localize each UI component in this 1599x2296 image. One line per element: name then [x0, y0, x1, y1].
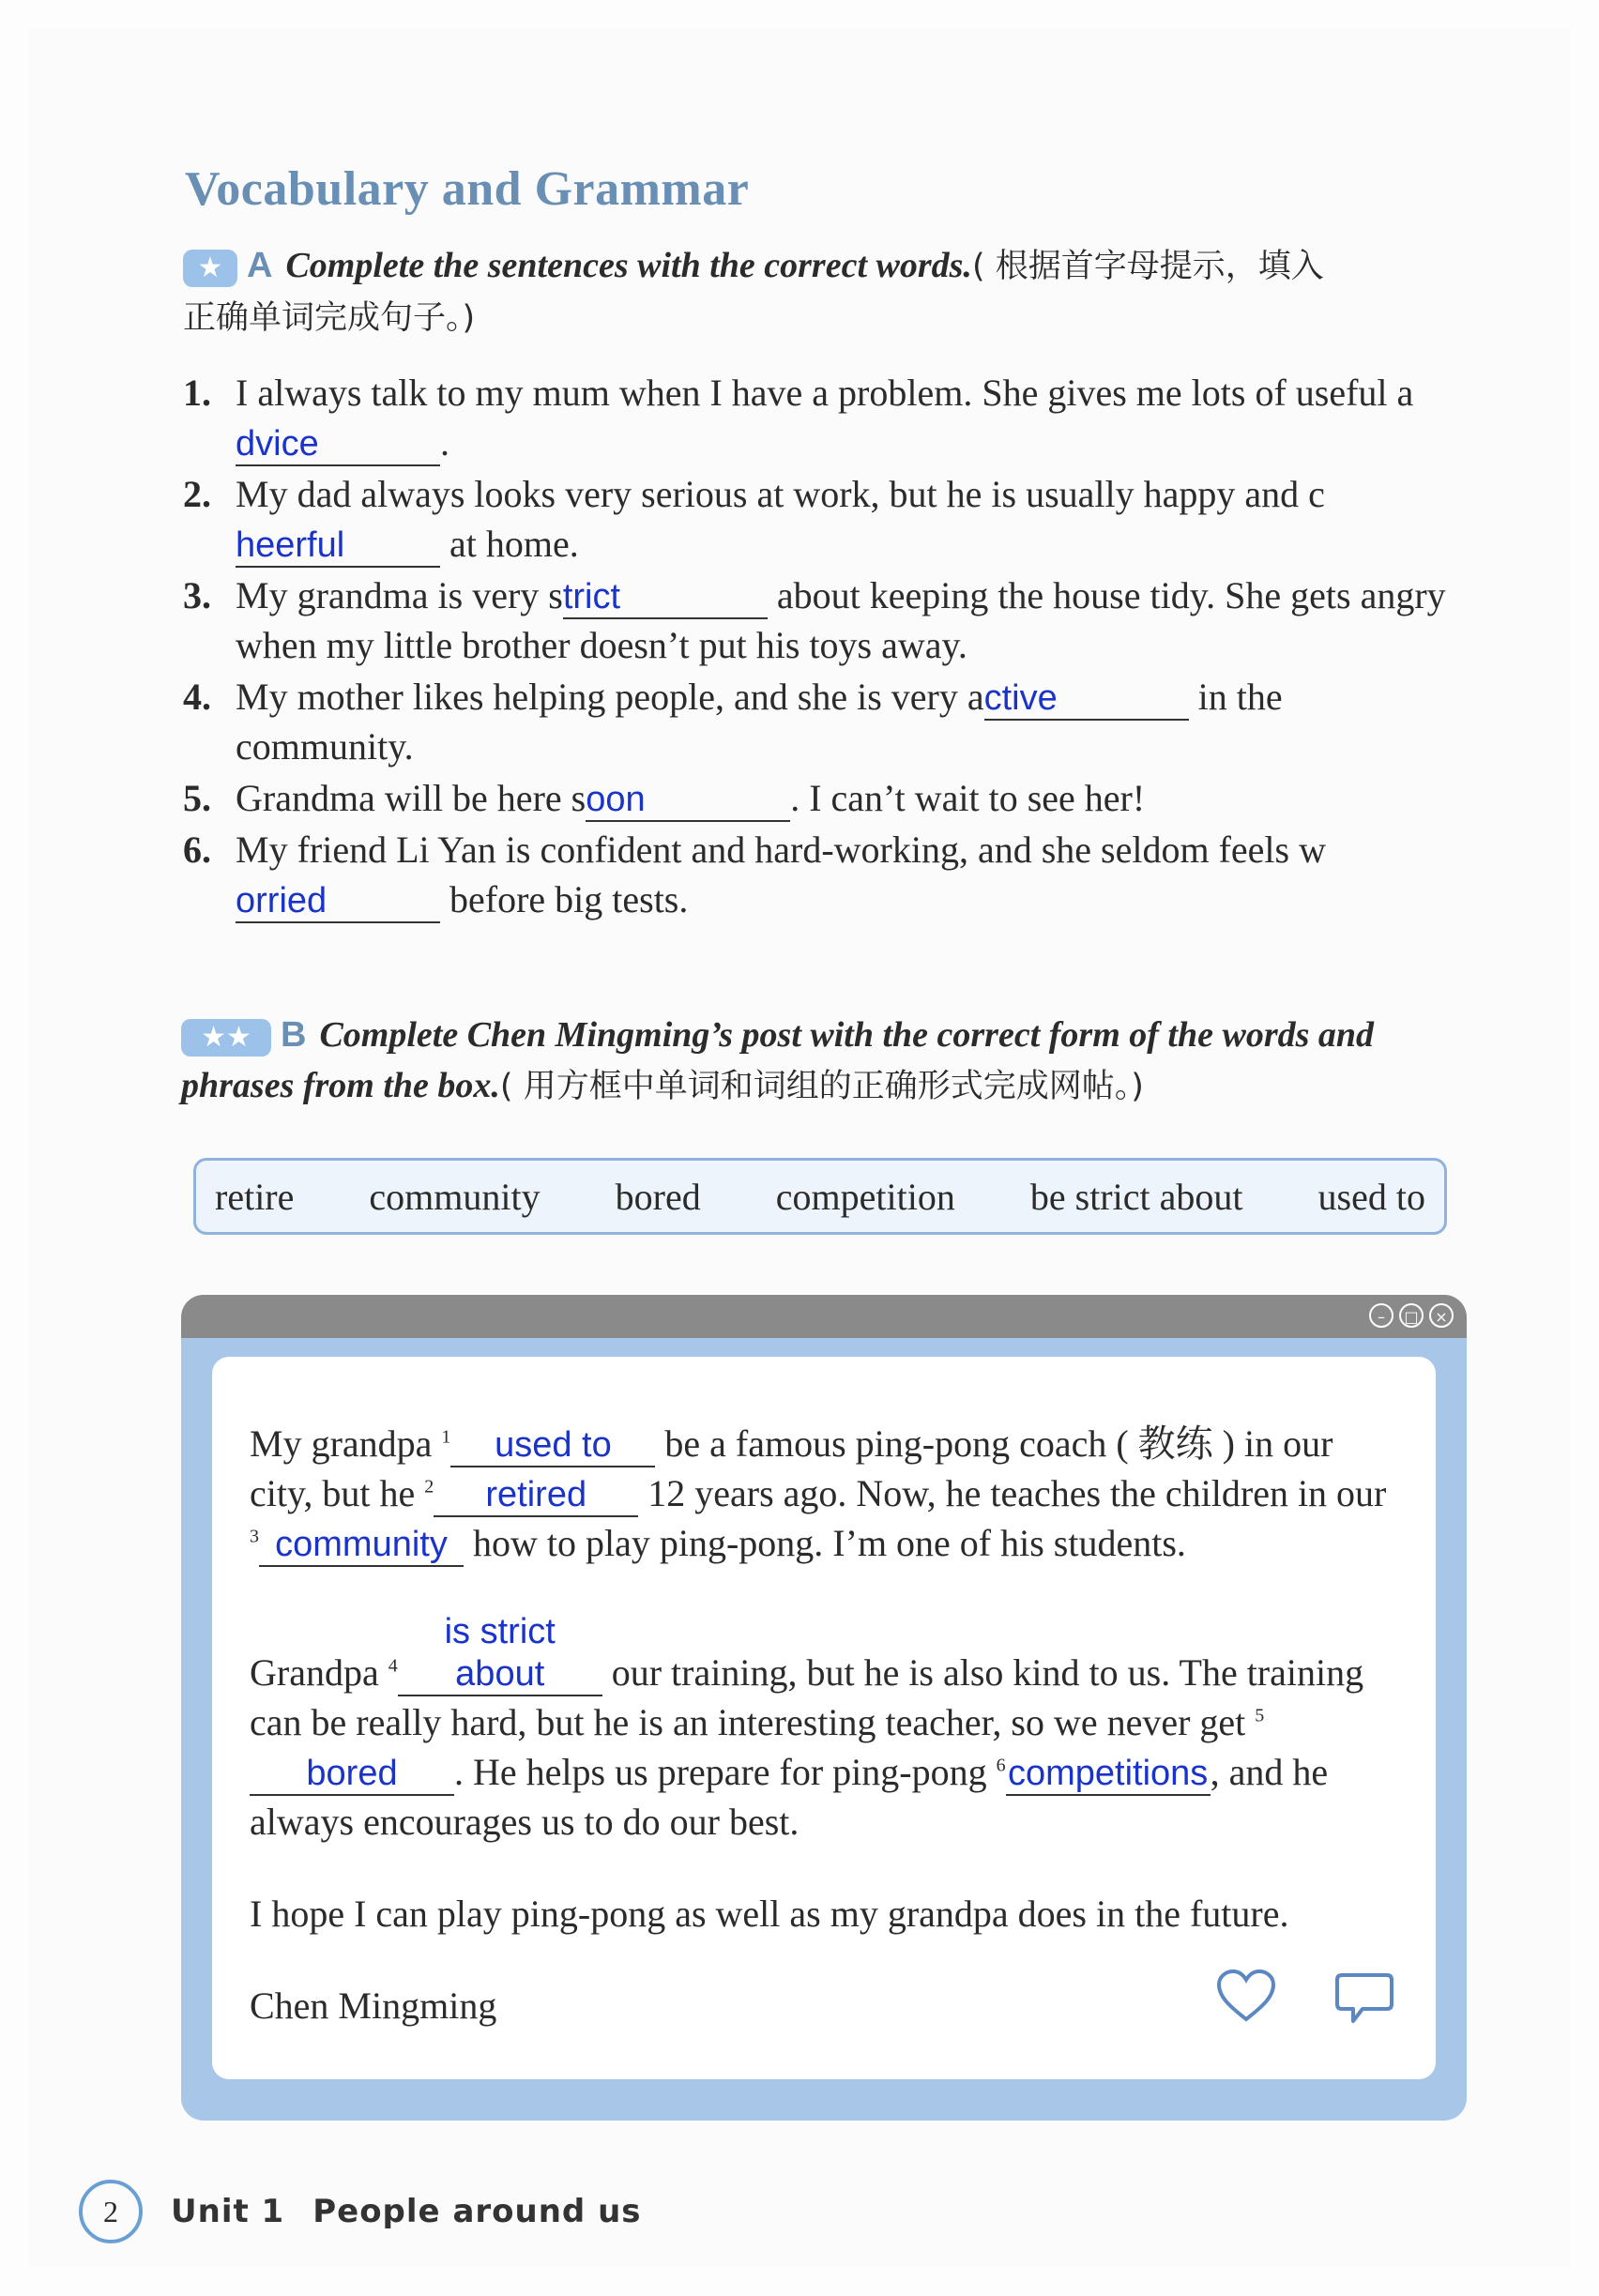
- item-text: before big tests.: [440, 878, 689, 920]
- post-text: , and he always encourages us to do our best.: [250, 1751, 1329, 1843]
- post-text: . He helps us prepare for ping-pong: [454, 1751, 987, 1793]
- item-number: 5.: [183, 777, 211, 819]
- two-star-icon: ★★: [181, 1019, 271, 1057]
- item-text: . I can’t wait to see her!: [790, 777, 1146, 819]
- item-text: Grandma will be here s: [236, 777, 586, 819]
- item-text: about keeping the house tidy. She gets angry when my little brother doesn’t put his toys away.: [236, 574, 1446, 666]
- unit-title: People around us: [312, 2193, 642, 2230]
- item-number: 6.: [183, 829, 211, 871]
- section-b-letter: B: [281, 1015, 307, 1055]
- unit-number: Unit 1: [171, 2193, 285, 2230]
- post-signature: Chen Mingming: [250, 1984, 497, 2027]
- blank-number: 5: [1255, 1705, 1265, 1726]
- exercise-item: [183, 570, 1459, 670]
- post-blank[interactable]: [1006, 1752, 1211, 1796]
- post-text: our training, but he is also kind to us. The training can be really hard, but he is an interesting teacher, so we never get: [250, 1651, 1364, 1743]
- unit-label: [171, 2193, 642, 2230]
- answer-text: trict: [562, 577, 621, 616]
- window-titlebar: [181, 1295, 1467, 1338]
- post-blank[interactable]: [450, 1423, 655, 1467]
- box-word: be strict about: [1029, 1175, 1243, 1218]
- post-blank[interactable]: [398, 1610, 602, 1696]
- answer-blank[interactable]: [563, 575, 768, 619]
- section-a-instruction: [183, 240, 1478, 343]
- post-text: 12 years ago. Now, he teaches the children in our: [638, 1472, 1387, 1514]
- window-controls: [1369, 1303, 1454, 1328]
- answer-text: dvice: [236, 424, 319, 464]
- blank-number: 4: [388, 1655, 398, 1677]
- exercise-item: [183, 368, 1459, 467]
- exercise-item: [183, 773, 1459, 823]
- exercise-item: [183, 672, 1459, 771]
- item-text: My friend Li Yan is confident and hard-working, and she seldom feels w: [236, 829, 1326, 871]
- close-icon[interactable]: ×: [1429, 1303, 1454, 1328]
- minimize-icon[interactable]: –: [1369, 1303, 1393, 1328]
- blank-number: 3: [250, 1526, 259, 1547]
- box-word: competition: [775, 1175, 955, 1218]
- post-blank[interactable]: [250, 1752, 454, 1796]
- post-paragraph: [250, 1610, 1404, 1847]
- box-word: bored: [615, 1175, 701, 1218]
- item-number: 4.: [183, 676, 211, 718]
- section-b-instruction-zh: ( 用方框中单词和词组的正确形式完成网帖。): [499, 1068, 1144, 1105]
- item-text: My dad always looks very serious at work, but he is usually happy and c: [236, 473, 1325, 515]
- exercise-item: [183, 825, 1459, 924]
- maximize-icon[interactable]: □: [1399, 1303, 1424, 1328]
- heart-icon[interactable]: [1216, 1969, 1276, 2023]
- one-star-icon: ★: [183, 250, 237, 287]
- post-window: [181, 1295, 1467, 2121]
- item-text: at home.: [440, 523, 579, 565]
- answer-blank[interactable]: [236, 422, 440, 466]
- item-text: I always talk to my mum when I have a problem. She gives me lots of useful a: [236, 372, 1414, 414]
- item-number: 1.: [183, 372, 211, 414]
- answer-text: oon: [586, 780, 646, 819]
- answer-text: community: [275, 1525, 448, 1564]
- item-text: My mother likes helping people, and she is very a: [236, 676, 984, 718]
- post-text: be a famous ping-pong coach ( 教练 ) in our city, but he: [250, 1422, 1333, 1514]
- answer-blank[interactable]: [984, 677, 1189, 721]
- answer-text: is strict about: [444, 1612, 556, 1694]
- section-heading: Vocabulary and Grammar: [185, 162, 750, 216]
- word-box: [193, 1158, 1447, 1235]
- box-word: community: [369, 1175, 541, 1218]
- item-text: .: [440, 421, 449, 464]
- section-b-instruction: [181, 1010, 1485, 1112]
- post-text: how to play ping-pong. I’m one of his students.: [464, 1522, 1186, 1564]
- blank-number: 1: [441, 1426, 451, 1448]
- exercise-item: [183, 469, 1459, 569]
- post-card: [212, 1357, 1436, 2079]
- post-blank[interactable]: [434, 1473, 638, 1517]
- page-number: 2: [79, 2180, 143, 2243]
- blank-number: 6: [996, 1755, 1006, 1776]
- answer-blank[interactable]: [236, 879, 440, 923]
- post-text: Grandpa: [250, 1651, 379, 1694]
- section-b-instruction-en-cont: phrases from the box.: [181, 1066, 500, 1105]
- answer-text: heerful: [236, 525, 345, 565]
- section-a-instruction-en: Complete the sentences with the correct words.: [285, 246, 972, 285]
- section-a-letter: A: [247, 246, 273, 285]
- box-word: retire: [215, 1175, 295, 1218]
- answer-text: used to: [495, 1425, 612, 1465]
- section-a-instruction-zh: ( 根据首字母提示，填入: [971, 248, 1324, 285]
- answer-text: ctive: [983, 678, 1058, 718]
- exercise-list: [183, 368, 1459, 924]
- answer-text: bored: [306, 1754, 398, 1793]
- box-word: used to: [1317, 1175, 1425, 1218]
- answer-text: orried: [236, 881, 327, 920]
- answer-text: retired: [485, 1475, 587, 1514]
- answer-text: competitions: [1007, 1754, 1209, 1793]
- section-a-instruction-zh-cont: 正确单词完成句子。): [183, 299, 476, 337]
- item-text: in the community.: [236, 676, 1283, 768]
- post-paragraph: [250, 1419, 1404, 1568]
- post-paragraph: I hope I can play ping-pong as well as my grandpa does in the future.: [250, 1893, 1289, 1935]
- item-text: My grandma is very s: [236, 574, 563, 616]
- post-text: My grandpa: [250, 1422, 433, 1465]
- answer-blank[interactable]: [586, 778, 790, 822]
- blank-number: 2: [424, 1476, 434, 1498]
- item-number: 2.: [183, 473, 211, 515]
- page-footer: [79, 2174, 642, 2249]
- section-b-instruction-en: Complete Chen Mingming’s post with the correct form of the words and: [319, 1015, 1375, 1055]
- comment-icon[interactable]: [1334, 1972, 1394, 2025]
- item-number: 3.: [183, 574, 211, 616]
- answer-blank[interactable]: [236, 524, 440, 568]
- post-blank[interactable]: [259, 1523, 464, 1567]
